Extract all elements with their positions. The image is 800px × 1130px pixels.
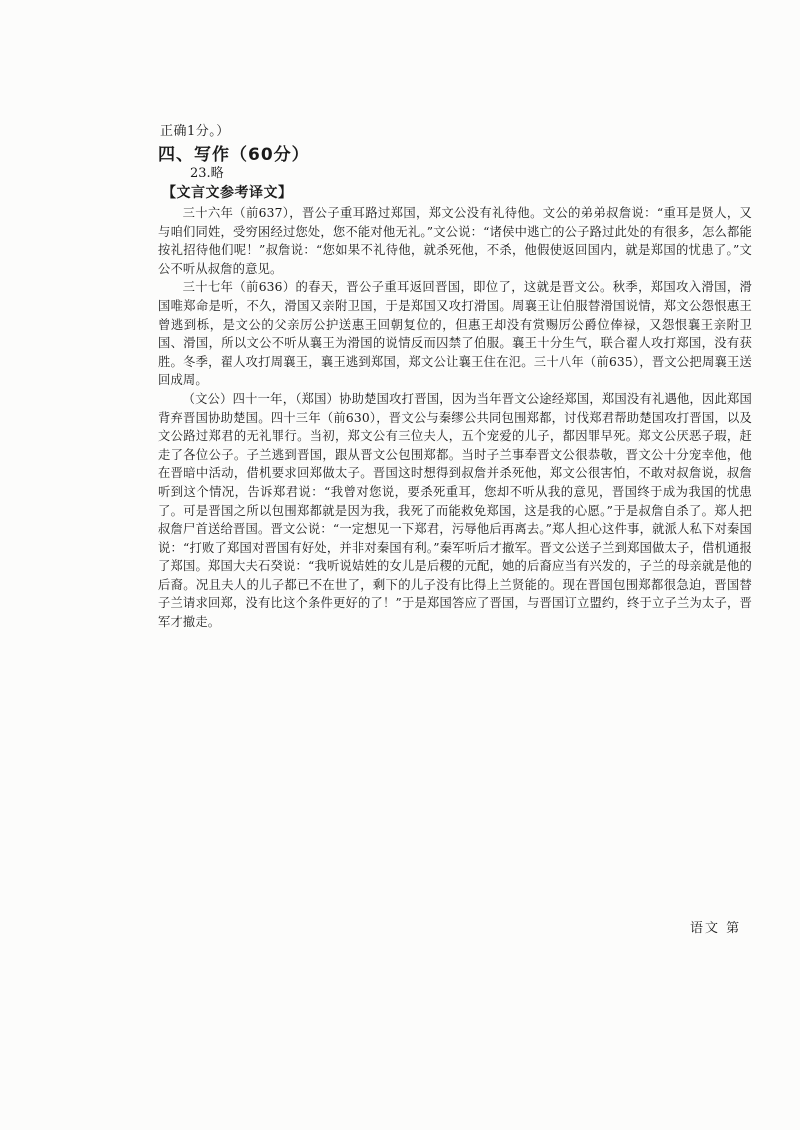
continued-answer-text: 正确1分。） [160, 124, 230, 139]
item-23-answer: 23.略 [190, 166, 224, 181]
section-heading-writing: 四、写作（60分） [158, 145, 310, 165]
translation-paragraph-3: （文公）四十一年，（郑国）协助楚国攻打晋国，因为当年晋文公途经郑国，郑国没有礼遇他，因此郑国背弃晋国协助楚国。四十三年（前630），晋文公与秦缪公共同包围郑都，讨伐郑君帮助楚国攻打晋国，以及文公路过郑君的无礼罪行。当初，郑文公有三位夫人，五个宠爱的儿子，都因罪早死。郑文公厌恶子瑕，赶走了各位公子。子兰逃到晋国，跟从晋文公包围郑都。当时子兰事奉晋文公很恭敬，晋文公十分宠幸他，他在晋暗中活动，借机要求回郑做太子。晋国这时想得到叔詹并杀死他，郑文公很害怕，不敢对叔詹说，叔詹听到这个情况，告诉郑君说：“我曾对您说，要杀死重耳，您却不听从我的意见，晋国终于成为我国的忧患了。可是晋国之所以包围郑都就是因为我，我死了而能救免郑国，这是我的心愿。”于是叔詹自杀了。郑人把叔詹尸首送给晋国。晋文公说：“一定想见一下郑君，污辱他后再离去。”郑人担心这件事，就派人私下对秦国说：“打败了郑国对晋国有好处，并非对秦国有利。”秦军听后才撤军。晋文公送子兰到郑国做太子，借机通报了郑国。郑国大夫石癸说：“我听说姞姓的女儿是后稷的元配，她的后裔应当有兴发的，子兰的母亲就是他的后裔。况且夫人的儿子都已不在世了，剩下的儿子没有比得上兰贤能的。现在晋国包围郑都很急迫，晋国替子兰请求回郑，没有比这个条件更好的了！”于是郑国答应了晋国，与晋国订立盟约，终于立子兰为太子，晋军才撤走。 [158, 391, 752, 630]
translation-paragraph-2: 三十七年（前636）的春天，晋公子重耳返回晋国，即位了，这就是晋文公。秋季，郑国攻入滑国，滑国唯郑命是听，不久，滑国又亲附卫国，于是郑国又攻打滑国。周襄王让伯服替滑国说情，郑文公怨恨惠王曾逃到栎，是文公的父亲厉公护送惠王回朝复位的，但惠王却没有赏赐厉公爵位俸禄，又怨恨襄王亲附卫国、滑国，所以文公不听从襄王为滑国的说情反而囚禁了伯服。襄王十分生气，联合翟人攻打郑国，没有获胜。冬季，翟人攻打周襄王，襄王逃到郑国，郑文公让襄王住在氾。三十八年（前635），晋文公把周襄王送回成周。 [158, 280, 752, 388]
translation-body [158, 204, 752, 632]
page-footer: 语文 第 [690, 921, 742, 936]
translation-paragraph-1: 三十六年（前637），晋公子重耳路过郑国，郑文公没有礼待他。文公的弟弟叔詹说：“重耳是贤人，又与咱们同姓，受穷困经过您处，您不能对他无礼。”文公说：“诸侯中逃亡的公子路过此处的有很多，怎么都能按礼招待他们呢！”叔詹说：“您如果不礼待他，就杀死他，不杀，他假使返回国内，就是郑国的忧患了。”文公不听从叔詹的意见。 [158, 206, 752, 276]
reference-translation-heading: 【文言文参考译文】 [162, 185, 293, 201]
